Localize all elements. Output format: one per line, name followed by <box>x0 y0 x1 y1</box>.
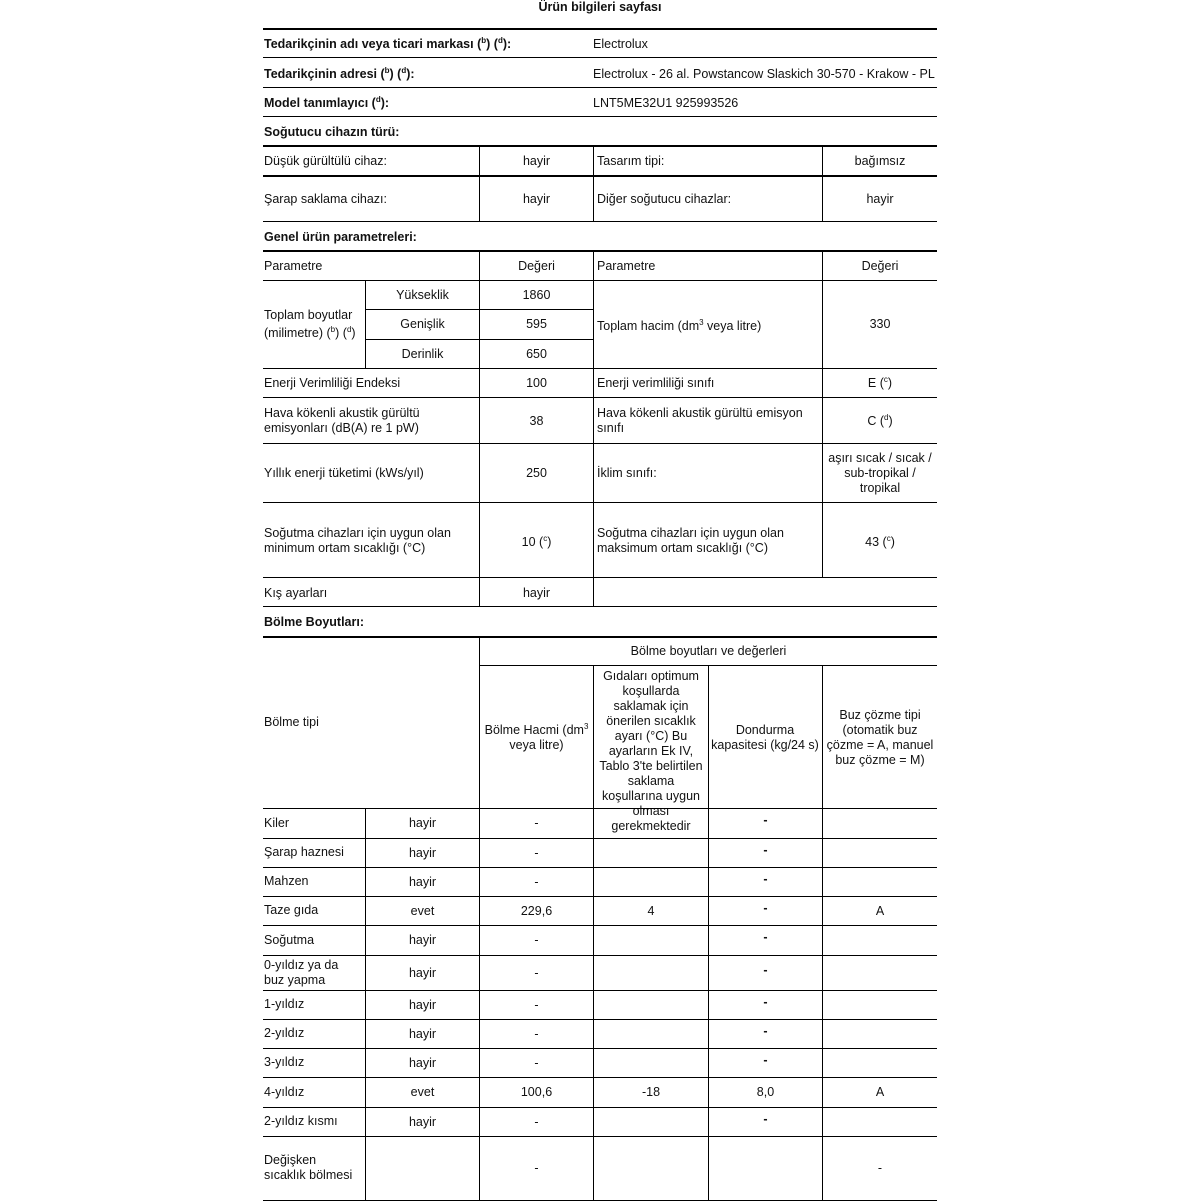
total-volume-value: 330 <box>869 317 891 331</box>
width-label: Genişlik <box>400 317 445 331</box>
compartment-freeze: 8,0 <box>756 1085 775 1099</box>
compartment-present: hayir <box>408 933 437 947</box>
compartment-group-header: Bölme boyutları ve değerleri <box>630 644 787 658</box>
divider <box>263 1048 937 1049</box>
annual-energy-label: Yıllık enerji tüketimi (kWs/yıl) <box>264 466 424 480</box>
compartment-freeze: - <box>763 813 768 827</box>
compartment-name: Soğutma <box>264 932 315 947</box>
annual-energy-value: 250 <box>526 466 547 480</box>
compartment-name: 4-yıldız <box>264 1084 305 1099</box>
compartment-freeze: - <box>763 930 768 944</box>
compartment-present: hayir <box>408 965 437 980</box>
noise-class-value: C ($^d$) <box>867 412 893 428</box>
compartment-freeze: - <box>763 962 768 977</box>
compartment-volume: - <box>534 1114 539 1129</box>
compartment-name: Şarap haznesi <box>264 845 344 859</box>
compartment-volume: - <box>534 845 539 860</box>
compartment-defrost: - <box>877 1161 883 1175</box>
compartment-volume: - <box>534 933 539 947</box>
compartment-present: hayir <box>408 1055 437 1070</box>
compartment-freeze: - <box>763 900 768 915</box>
width-value: 595 <box>526 317 547 331</box>
compartment-name: 2-yıldız <box>264 1026 305 1040</box>
winter-settings-value: hayir <box>522 586 551 600</box>
divider <box>263 1136 937 1137</box>
depth-value: 650 <box>526 347 547 361</box>
divider <box>263 1077 937 1078</box>
compartment-name: 0-yıldız ya da buz yapma <box>264 957 339 987</box>
supplier-address-label: Tedarikçinin adresi ($^b$) ($^d$): <box>264 65 415 81</box>
compartment-freeze: - <box>763 1023 768 1038</box>
divider <box>263 443 937 444</box>
compartment-volume: - <box>534 965 539 980</box>
height-label: Yükseklik <box>396 288 449 302</box>
compartment-volume: - <box>534 1161 539 1175</box>
design-type-label: Tasarım tipi: <box>597 154 665 168</box>
divider <box>263 577 937 578</box>
compartment-volume: 100,6 <box>520 1085 553 1099</box>
param-header: Parametre <box>597 259 656 273</box>
efficiency-class-label: Enerji verimliliği sınıfı <box>597 376 715 390</box>
low-noise-label: Düşük gürültülü cihaz: <box>264 154 387 168</box>
compartment-volume: - <box>534 1055 539 1070</box>
divider <box>593 145 594 221</box>
compartment-volume-header: Bölme Hacmi ($dm^3$ veya litre) <box>484 721 589 752</box>
depth-label: Derinlik <box>401 347 444 361</box>
divider <box>263 808 937 809</box>
device-type-heading: Soğutucu cihazın türü: <box>264 125 400 139</box>
noise-emission-value: 38 <box>529 414 544 428</box>
divider <box>593 665 594 1200</box>
max-temp-label: Soğutma cihazları için uygun olan maksimum ortam sıcaklığı (°C) <box>597 526 784 555</box>
compartment-present: hayir <box>408 1114 437 1129</box>
divider <box>365 339 594 340</box>
supplier-name-label: Tedarikçinin adı veya ticari markası ($^b$) ($^d$): <box>264 35 512 51</box>
wine-storage-label: Şarap saklama cihazı: <box>264 192 387 206</box>
min-temp-label: Soğutma cihazları için uygun olan minimum ortam sıcaklığı (°C) <box>264 526 451 555</box>
compartment-freeze: - <box>763 871 768 886</box>
compartment-volume: - <box>534 816 539 830</box>
value-header: Değeri <box>861 259 899 273</box>
compartment-name: Değişken sıcaklık bölmesi <box>264 1153 353 1182</box>
divider <box>263 990 937 991</box>
value-header: Değeri <box>518 259 555 273</box>
param-header: Parametre <box>264 259 323 273</box>
divider <box>263 250 937 252</box>
other-devices-label: Diğer soğutucu cihazlar: <box>597 192 732 206</box>
compartments-heading: Bölme Boyutları: <box>264 615 365 629</box>
compartment-name: Mahzen <box>264 874 309 888</box>
page-title: Ürün bilgileri sayfası <box>538 0 662 14</box>
supplier-name-value: Electrolux <box>593 37 648 51</box>
divider <box>263 175 937 177</box>
divider <box>263 1019 937 1020</box>
compartment-volume: 229,6 <box>520 903 553 918</box>
compartment-present: hayir <box>408 1026 437 1041</box>
compartment-freeze: - <box>763 1111 768 1126</box>
divider <box>263 116 937 117</box>
divider <box>263 280 937 281</box>
compartment-name: 1-yıldız <box>264 997 305 1011</box>
compartment-temp: -18 <box>641 1085 661 1099</box>
other-devices-value: hayir <box>866 192 894 206</box>
efficiency-class-value: E ($^c$) <box>867 374 893 390</box>
divider <box>263 925 937 926</box>
divider <box>263 606 937 607</box>
divider <box>593 250 594 606</box>
total-volume-label: Toplam hacim ($dm^3$ veya litre) <box>597 317 762 333</box>
compartment-defrost: A <box>875 1085 885 1099</box>
defrost-type-header: Buz çözme tipi (otomatik buz çözme = A, manuel buz çözme = M) <box>826 708 934 767</box>
divider <box>263 221 937 222</box>
divider <box>263 87 937 88</box>
wine-storage-value: hayir <box>522 192 551 206</box>
supplier-address-value: Electrolux - 26 al. Powstancow Slaskich 30-570 - Krakow - PL <box>593 67 935 81</box>
divider <box>263 28 937 30</box>
compartment-temp: 4 <box>647 903 655 918</box>
compartment-name: Kiler <box>264 815 290 830</box>
divider <box>263 368 937 369</box>
compartment-freeze: - <box>763 842 768 857</box>
compartment-present: hayir <box>408 816 437 830</box>
eei-value: 100 <box>526 376 547 390</box>
climate-class-value: aşırı sıcak / sıcak / sub-tropikal / tropikal <box>828 451 932 495</box>
compartment-name: 2-yıldız kısmı <box>264 1114 338 1128</box>
divider <box>263 867 937 868</box>
compartment-present: evet <box>410 1085 435 1099</box>
divider <box>263 397 937 398</box>
noise-class-label: Hava kökenli akustik gürültü emisyon sınıfı <box>597 406 803 435</box>
divider <box>365 309 594 310</box>
max-temp-value: 43 ($^c$) <box>865 533 895 549</box>
divider <box>263 145 937 147</box>
general-heading: Genel ürün parametreleri: <box>264 230 417 244</box>
temp-setting-header: Gıdaları optimum koşullarda saklamak için önerilen sıcaklık ayarı (°C) Bu ayarların Ek IV, Tablo 3'te belirtilen saklama koşullarına uygun olması gerekmektedir <box>599 669 703 833</box>
compartment-volume: - <box>534 874 539 889</box>
dimensions-unit: (milimetre) ($^b$) ($^d$) <box>264 324 356 340</box>
freeze-capacity-header: Dondurma kapasitesi (kg/24 s) <box>711 723 819 752</box>
divider <box>263 955 937 956</box>
compartment-present: hayir <box>408 874 437 889</box>
compartment-present: evet <box>410 903 435 918</box>
compartment-defrost: A <box>875 903 885 918</box>
compartment-present: hayir <box>408 845 437 860</box>
divider <box>263 636 937 638</box>
low-noise-value: hayir <box>522 154 551 168</box>
compartment-freeze: - <box>763 1052 768 1067</box>
divider <box>263 1107 937 1108</box>
model-label: Model tanımlayıcı ($^d$): <box>264 94 390 110</box>
compartment-type-header: Bölme tipi <box>264 715 319 729</box>
winter-settings-label: Kış ayarları <box>264 586 328 600</box>
design-type-value: bağımsız <box>854 154 906 168</box>
height-value: 1860 <box>522 288 551 302</box>
divider <box>263 502 937 503</box>
divider <box>263 896 937 897</box>
climate-class-label: İklim sınıfı: <box>597 466 657 480</box>
compartment-present: hayir <box>408 997 437 1012</box>
divider <box>822 665 823 1200</box>
noise-emission-label: Hava kökenli akustik gürültü emisyonları (dB(A) re 1 pW) <box>264 406 420 435</box>
compartment-volume: - <box>534 1026 539 1041</box>
model-value: LNT5ME32U1 925993526 <box>593 96 739 110</box>
eei-label: Enerji Verimliliği Endeksi <box>264 376 401 390</box>
compartment-name: 3-yıldız <box>264 1055 305 1069</box>
compartment-name: Taze gıda <box>264 903 319 917</box>
divider <box>479 665 937 666</box>
compartment-freeze: - <box>763 994 768 1009</box>
min-temp-value: 10 ($^c$) <box>521 533 552 549</box>
divider <box>263 838 937 839</box>
divider <box>263 57 937 58</box>
compartment-volume: - <box>534 997 539 1012</box>
dimensions-label: Toplam boyutlar <box>264 308 353 322</box>
